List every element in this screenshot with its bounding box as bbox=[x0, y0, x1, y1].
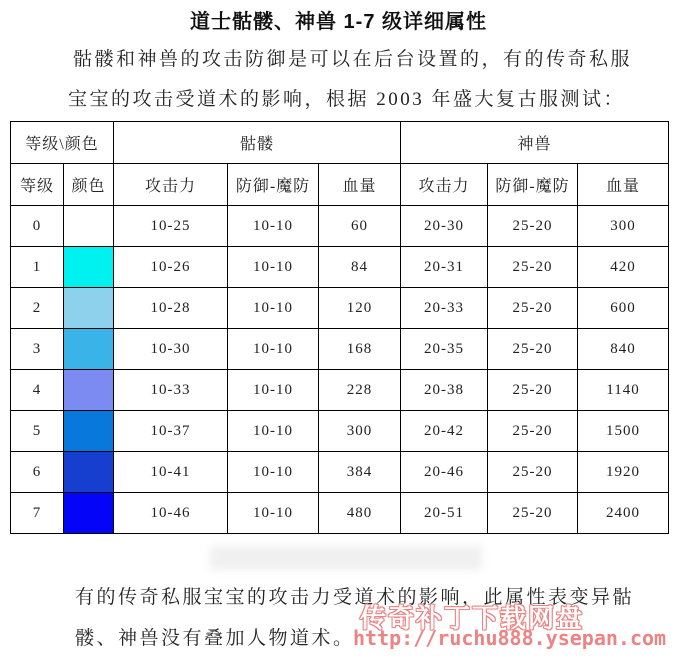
col-header-color: 颜色 bbox=[64, 164, 114, 206]
beast-attack-cell: 20-42 bbox=[401, 411, 488, 452]
col-header-beast-defense: 防御-魔防 bbox=[488, 164, 578, 206]
watermark-ghost bbox=[210, 546, 482, 570]
color-swatch-cell bbox=[64, 370, 114, 411]
color-swatch-cell bbox=[64, 329, 114, 370]
col-header-beast-attack: 攻击力 bbox=[401, 164, 488, 206]
table-group-header-row bbox=[11, 122, 669, 164]
color-swatch-cell bbox=[64, 452, 114, 493]
skeleton-hp-cell: 60 bbox=[319, 206, 401, 247]
beast-defense-cell: 25-20 bbox=[488, 370, 578, 411]
beast-hp-cell: 300 bbox=[578, 206, 669, 247]
intro-line: 宝宝的攻击受道术的影响，根据 2003 年盛大复古服测试： bbox=[68, 89, 626, 110]
beast-defense-cell: 25-20 bbox=[488, 206, 578, 247]
header-beast-group: 神兽 bbox=[401, 122, 669, 164]
color-swatch-cell bbox=[64, 288, 114, 329]
table-row bbox=[11, 288, 669, 329]
table-column-header-row bbox=[11, 164, 669, 206]
skeleton-defense-cell: 10-10 bbox=[228, 288, 319, 329]
footer-line: 髅、神兽没有叠加人物道术。 bbox=[75, 628, 355, 649]
beast-attack-cell: 20-51 bbox=[401, 493, 488, 534]
table-row bbox=[11, 370, 669, 411]
beast-hp-cell: 1140 bbox=[578, 370, 669, 411]
attributes-table bbox=[10, 121, 669, 534]
level-cell: 5 bbox=[11, 411, 64, 452]
skeleton-defense-cell: 10-10 bbox=[228, 493, 319, 534]
page-title: 道士骷髅、神兽 1-7 级详细属性 bbox=[189, 11, 488, 33]
beast-hp-cell: 420 bbox=[578, 247, 669, 288]
skeleton-defense-cell: 10-10 bbox=[228, 329, 319, 370]
table-row bbox=[11, 411, 669, 452]
beast-defense-cell: 25-20 bbox=[488, 452, 578, 493]
skeleton-hp-cell: 384 bbox=[319, 452, 401, 493]
col-header-skeleton-attack: 攻击力 bbox=[114, 164, 228, 206]
skeleton-hp-cell: 480 bbox=[319, 493, 401, 534]
color-swatch-cell bbox=[64, 206, 114, 247]
col-header-level: 等级 bbox=[11, 164, 64, 206]
header-skeleton-group: 骷髅 bbox=[114, 122, 401, 164]
beast-attack-cell: 20-31 bbox=[401, 247, 488, 288]
beast-hp-cell: 840 bbox=[578, 329, 669, 370]
skeleton-attack-cell: 10-28 bbox=[114, 288, 228, 329]
beast-attack-cell: 20-35 bbox=[401, 329, 488, 370]
intro-paragraph bbox=[68, 40, 632, 120]
beast-defense-cell: 25-20 bbox=[488, 288, 578, 329]
beast-defense-cell: 25-20 bbox=[488, 247, 578, 288]
skeleton-defense-cell: 10-10 bbox=[228, 452, 319, 493]
beast-hp-cell: 1500 bbox=[578, 411, 669, 452]
skeleton-attack-cell: 10-37 bbox=[114, 411, 228, 452]
skeleton-hp-cell: 300 bbox=[319, 411, 401, 452]
col-header-skeleton-defense: 防御-魔防 bbox=[228, 164, 319, 206]
beast-defense-cell: 25-20 bbox=[488, 411, 578, 452]
skeleton-defense-cell: 10-10 bbox=[228, 206, 319, 247]
beast-defense-cell: 25-20 bbox=[488, 493, 578, 534]
table-row bbox=[11, 329, 669, 370]
color-swatch-cell bbox=[64, 493, 114, 534]
skeleton-hp-cell: 84 bbox=[319, 247, 401, 288]
beast-attack-cell: 20-30 bbox=[401, 206, 488, 247]
beast-defense-cell: 25-20 bbox=[488, 329, 578, 370]
beast-attack-cell: 20-38 bbox=[401, 370, 488, 411]
beast-hp-cell: 2400 bbox=[578, 493, 669, 534]
level-cell: 1 bbox=[11, 247, 64, 288]
footer-line: 有的传奇私服宝宝的攻击力受道术的影响，此属性表变异骷 bbox=[75, 587, 635, 608]
skeleton-attack-cell: 10-41 bbox=[114, 452, 228, 493]
skeleton-defense-cell: 10-10 bbox=[228, 370, 319, 411]
skeleton-attack-cell: 10-30 bbox=[114, 329, 228, 370]
skeleton-attack-cell: 10-33 bbox=[114, 370, 228, 411]
header-level-color: 等级\颜色 bbox=[11, 122, 114, 164]
skeleton-attack-cell: 10-25 bbox=[114, 206, 228, 247]
intro-line: 骷髅和神兽的攻击防御是可以在后台设置的，有的传奇私服 bbox=[73, 49, 633, 70]
beast-hp-cell: 600 bbox=[578, 288, 669, 329]
skeleton-attack-cell: 10-46 bbox=[114, 493, 228, 534]
level-cell: 7 bbox=[11, 493, 64, 534]
table-row bbox=[11, 493, 669, 534]
watermark-url: http://ruchu888.ysepan.com bbox=[353, 626, 667, 650]
color-swatch-cell bbox=[64, 247, 114, 288]
skeleton-hp-cell: 228 bbox=[319, 370, 401, 411]
col-header-skeleton-hp: 血量 bbox=[319, 164, 401, 206]
level-cell: 0 bbox=[11, 206, 64, 247]
watermark-site-name: 传奇补丁下载网盘 bbox=[360, 604, 585, 634]
skeleton-defense-cell: 10-10 bbox=[228, 247, 319, 288]
level-cell: 4 bbox=[11, 370, 64, 411]
skeleton-defense-cell: 10-10 bbox=[228, 411, 319, 452]
skeleton-hp-cell: 168 bbox=[319, 329, 401, 370]
level-cell: 6 bbox=[11, 452, 64, 493]
level-cell: 2 bbox=[11, 288, 64, 329]
col-header-beast-hp: 血量 bbox=[578, 164, 669, 206]
level-cell: 3 bbox=[11, 329, 64, 370]
table-row bbox=[11, 247, 669, 288]
footer-paragraph bbox=[75, 577, 634, 657]
table-row bbox=[11, 206, 669, 247]
skeleton-attack-cell: 10-26 bbox=[114, 247, 228, 288]
beast-attack-cell: 20-46 bbox=[401, 452, 488, 493]
beast-hp-cell: 1920 bbox=[578, 452, 669, 493]
table-row bbox=[11, 452, 669, 493]
beast-attack-cell: 20-33 bbox=[401, 288, 488, 329]
color-swatch-cell bbox=[64, 411, 114, 452]
skeleton-hp-cell: 120 bbox=[319, 288, 401, 329]
